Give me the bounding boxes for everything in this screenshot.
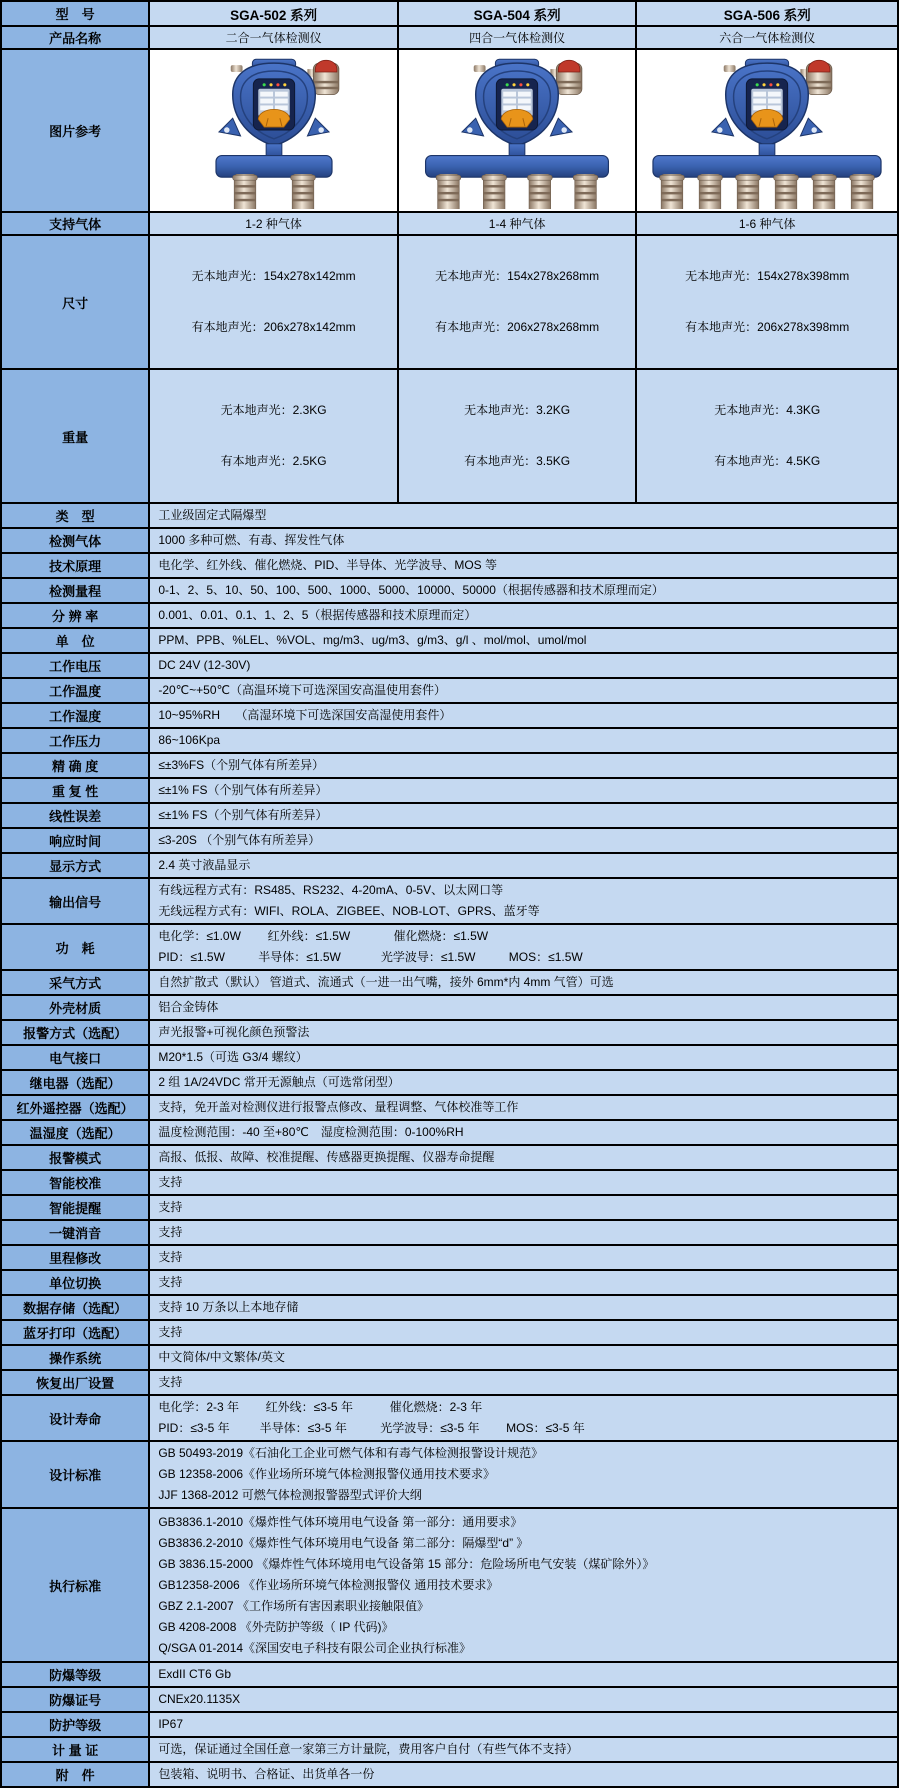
weight-506 bbox=[636, 369, 898, 503]
spec-row-value bbox=[149, 1712, 898, 1737]
spec-row-value bbox=[149, 578, 898, 603]
spec-row-value bbox=[149, 1662, 898, 1687]
product-image-sga504 bbox=[398, 49, 637, 212]
spec-value-line: 10~95%RH （高湿环境下可选深国安高湿使用套件） bbox=[158, 708, 452, 722]
spec-row bbox=[1, 1508, 898, 1662]
spec-value-line: 包装箱、说明书、合格证、出货单各一份 bbox=[158, 1767, 375, 1781]
spec-value-line: GBZ 2.1-2007 《工作场所有害因素职业接触限值》 bbox=[158, 1598, 430, 1613]
spec-row bbox=[1, 728, 898, 753]
spec-row bbox=[1, 753, 898, 778]
spec-row bbox=[1, 924, 898, 970]
spec-row-label: 分 辨 率 bbox=[1, 603, 149, 628]
spec-row bbox=[1, 853, 898, 878]
product-name-504: 四合一气体检测仪 bbox=[398, 26, 637, 49]
spec-value-line: 0-1、2、5、10、50、100、500、1000、5000、10000、50000（根据传感器和技术原理而定） bbox=[158, 583, 664, 597]
spec-row-label: 数据存储（选配） bbox=[1, 1295, 149, 1320]
product-image-sga506 bbox=[636, 49, 898, 212]
spec-row-label: 防爆等级 bbox=[1, 1662, 149, 1687]
gas-support-row bbox=[1, 212, 898, 235]
spec-row-label: 技术原理 bbox=[1, 553, 149, 578]
spec-row-value bbox=[149, 778, 898, 803]
spec-row-value bbox=[149, 528, 898, 553]
spec-value-line: GB 4208-2008 《外壳防护等级（ IP 代码)》 bbox=[158, 1619, 394, 1634]
spec-row-value bbox=[149, 628, 898, 653]
spec-row-label: 采气方式 bbox=[1, 970, 149, 995]
spec-value-line: ≤±3%FS（个别气体有所差异） bbox=[158, 758, 325, 772]
spec-row bbox=[1, 1245, 898, 1270]
dimensions-row bbox=[1, 235, 898, 369]
spec-row bbox=[1, 1195, 898, 1220]
spec-row-value bbox=[149, 1687, 898, 1712]
spec-row-value bbox=[149, 1395, 898, 1441]
spec-value-line: 2 组 1A/24VDC 常开无源触点（可选常闭型） bbox=[158, 1075, 400, 1089]
spec-row-value bbox=[149, 924, 898, 970]
spec-value-line: GB 12358-2006《作业场所环境气体检测报警仪通用技术要求》 bbox=[158, 1467, 496, 1481]
spec-row-value bbox=[149, 1020, 898, 1045]
spec-row-value bbox=[149, 970, 898, 995]
spec-row-value bbox=[149, 1320, 898, 1345]
spec-row-label: 蓝牙打印（选配） bbox=[1, 1320, 149, 1345]
spec-row-label: 精 确 度 bbox=[1, 753, 149, 778]
spec-row-value bbox=[149, 853, 898, 878]
spec-value-line: 1000 多种可燃、有毒、挥发性气体 bbox=[158, 533, 345, 547]
spec-row-label: 输出信号 bbox=[1, 878, 149, 924]
spec-row bbox=[1, 603, 898, 628]
spec-value-line: 支持 bbox=[158, 1250, 183, 1264]
spec-value-line: 0.001、0.01、0.1、1、2、5（根据传感器和技术原理而定） bbox=[158, 608, 477, 622]
spec-value-line: PID：≤3-5 年 半导体：≤3-5 年 光学波导：≤3-5 年 MOS：≤3-5 年 bbox=[158, 1421, 585, 1435]
spec-row-value bbox=[149, 1762, 898, 1787]
spec-value-line: 支持 bbox=[158, 1275, 183, 1289]
spec-row-label: 设计寿命 bbox=[1, 1395, 149, 1441]
spec-value-line: CNEx20.1135X bbox=[158, 1692, 241, 1706]
spec-row-value bbox=[149, 603, 898, 628]
spec-row-label: 显示方式 bbox=[1, 853, 149, 878]
spec-row bbox=[1, 1145, 898, 1170]
spec-row bbox=[1, 628, 898, 653]
spec-row bbox=[1, 1295, 898, 1320]
spec-row-label: 检测量程 bbox=[1, 578, 149, 603]
spec-row-label: 单位切换 bbox=[1, 1270, 149, 1295]
gas-support-502: 1-2 种气体 bbox=[149, 212, 398, 235]
spec-value-line: GB12358-2006 《作业场所环境气体检测报警仪 通用技术要求》 bbox=[158, 1577, 499, 1592]
spec-value-line: GB 3836.15-2000 《爆炸性气体环境用电气设备第 15 部分：危险场所电气安装（煤矿除外）》 bbox=[158, 1556, 655, 1571]
gas-support-506: 1-6 种气体 bbox=[636, 212, 898, 235]
spec-row-value bbox=[149, 995, 898, 1020]
spec-value-line: GB 50493-2019《石油化工企业可燃气体和有毒气体检测报警设计规范》 bbox=[158, 1446, 544, 1460]
spec-row-label: 执行标准 bbox=[1, 1508, 149, 1662]
spec-row bbox=[1, 1220, 898, 1245]
spec-value-line: 支持 10 万条以上本地存储 bbox=[158, 1300, 299, 1314]
spec-row-value bbox=[149, 1145, 898, 1170]
spec-row-label: 外壳材质 bbox=[1, 995, 149, 1020]
product-name-502: 二合一气体检测仪 bbox=[149, 26, 398, 49]
spec-row-label: 防护等级 bbox=[1, 1712, 149, 1737]
spec-value-line: GB3836.2-2010《爆炸性气体环境用电气设备 第二部分：隔爆型“d” 》 bbox=[158, 1535, 529, 1550]
spec-row bbox=[1, 970, 898, 995]
weight-line: 无本地声光：2.3KG bbox=[220, 403, 327, 417]
spec-row-value bbox=[149, 678, 898, 703]
spec-row bbox=[1, 1045, 898, 1070]
spec-row-label: 设计标准 bbox=[1, 1441, 149, 1508]
spec-value-line: ≤±1% FS（个别气体有所差异） bbox=[158, 808, 328, 822]
spec-row-label: 报警方式（选配） bbox=[1, 1020, 149, 1045]
spec-row-label: 工作电压 bbox=[1, 653, 149, 678]
spec-value-line: 86~106Kpa bbox=[158, 733, 221, 747]
spec-value-line: 声光报警+可视化颜色预警法 bbox=[158, 1025, 310, 1039]
spec-row bbox=[1, 553, 898, 578]
spec-value-line: 支持 bbox=[158, 1200, 183, 1214]
spec-row bbox=[1, 1687, 898, 1712]
spec-row bbox=[1, 1712, 898, 1737]
dimension-line: 有本地声光：206x278x142mm bbox=[191, 320, 356, 334]
spec-row-value bbox=[149, 653, 898, 678]
spec-row-value bbox=[149, 1120, 898, 1145]
spec-row-value bbox=[149, 1508, 898, 1662]
spec-row-label: 附 件 bbox=[1, 1762, 149, 1787]
spec-row-value bbox=[149, 1245, 898, 1270]
spec-row-label: 响应时间 bbox=[1, 828, 149, 853]
spec-row-label: 工作温度 bbox=[1, 678, 149, 703]
spec-row-value bbox=[149, 753, 898, 778]
weight-line: 有本地声光：4.5KG bbox=[714, 454, 821, 468]
dimensions-label: 尺寸 bbox=[1, 235, 149, 369]
spec-row bbox=[1, 653, 898, 678]
spec-row bbox=[1, 1070, 898, 1095]
weight-504 bbox=[398, 369, 637, 503]
spec-row-label: 红外遥控器（选配） bbox=[1, 1095, 149, 1120]
spec-value-line: IP67 bbox=[158, 1717, 184, 1731]
product-name-row bbox=[1, 26, 898, 49]
spec-row-label: 智能校准 bbox=[1, 1170, 149, 1195]
spec-row bbox=[1, 1270, 898, 1295]
spec-row-value bbox=[149, 1195, 898, 1220]
spec-row-value bbox=[149, 1295, 898, 1320]
spec-row bbox=[1, 778, 898, 803]
spec-row-value bbox=[149, 1095, 898, 1120]
spec-value-line: ≤3-20S （个别气体有所差异） bbox=[158, 833, 321, 847]
spec-row-label: 线性误差 bbox=[1, 803, 149, 828]
spec-row-label: 继电器（选配） bbox=[1, 1070, 149, 1095]
dimension-line: 有本地声光：206x278x398mm bbox=[685, 320, 850, 334]
image-row bbox=[1, 49, 898, 212]
weight-502 bbox=[149, 369, 398, 503]
spec-value-line: 铝合金铸体 bbox=[158, 1000, 219, 1014]
spec-row-label: 工作湿度 bbox=[1, 703, 149, 728]
spec-row bbox=[1, 1762, 898, 1787]
spec-row-label: 计 量 证 bbox=[1, 1737, 149, 1762]
spec-value-line: 有线远程方式有：RS485、RS232、4-20mA、0-5V、以太网口等 bbox=[158, 883, 504, 897]
model-header-sga506: SGA-506 系列 bbox=[636, 1, 898, 26]
spec-row-label: 单 位 bbox=[1, 628, 149, 653]
spec-row-label: 操作系统 bbox=[1, 1345, 149, 1370]
spec-row-value bbox=[149, 1070, 898, 1095]
spec-row bbox=[1, 1020, 898, 1045]
spec-value-line: 支持 bbox=[158, 1325, 183, 1339]
spec-value-line: JJF 1368-2012 可燃气体检测报警器型式评价大纲 bbox=[158, 1488, 422, 1502]
spec-row-label: 类 型 bbox=[1, 503, 149, 528]
spec-row-value bbox=[149, 703, 898, 728]
spec-row-label: 功 耗 bbox=[1, 924, 149, 970]
spec-value-line: 支持，免开盖对检测仪进行报警点修改、量程调整、气体校准等工作 bbox=[158, 1100, 519, 1114]
spec-value-line: 中文简体/中文繁体/英文 bbox=[158, 1350, 285, 1364]
model-header-sga502: SGA-502 系列 bbox=[149, 1, 398, 26]
spec-value-line: 温度检测范围：-40 至+80℃ 湿度检测范围：0-100%RH bbox=[158, 1125, 464, 1139]
image-row-label: 图片参考 bbox=[1, 49, 149, 212]
header-label: 型 号 bbox=[1, 1, 149, 26]
spec-row-value bbox=[149, 1170, 898, 1195]
spec-value-line: 电化学：≤1.0W 红外线：≤1.5W 催化燃烧：≤1.5W bbox=[158, 929, 489, 943]
spec-row-value bbox=[149, 803, 898, 828]
spec-value-line: 2.4 英寸液晶显示 bbox=[158, 858, 251, 872]
model-header-sga504: SGA-504 系列 bbox=[398, 1, 637, 26]
dimension-line: 无本地声光：154x278x142mm bbox=[191, 269, 356, 283]
spec-row-label: 智能提醒 bbox=[1, 1195, 149, 1220]
spec-value-line: 电化学：2-3 年 红外线：≤3-5 年 催化燃烧：2-3 年 bbox=[158, 1400, 483, 1414]
spec-value-line: 工业级固定式隔爆型 bbox=[158, 508, 267, 522]
spec-row-value bbox=[149, 1441, 898, 1508]
spec-row-value bbox=[149, 1737, 898, 1762]
weight-line: 有本地声光：3.5KG bbox=[464, 454, 571, 468]
spec-value-line: M20*1.5（可选 G3/4 螺纹） bbox=[158, 1050, 308, 1064]
spec-value-line: 支持 bbox=[158, 1375, 183, 1389]
dimension-line: 有本地声光：206x278x268mm bbox=[435, 320, 600, 334]
spec-value-line: 自然扩散式（默认） 管道式、流通式（一进一出气嘴，接外 6mm*内 4mm 气管）可选 bbox=[158, 975, 614, 989]
spec-row bbox=[1, 1320, 898, 1345]
spec-row bbox=[1, 1441, 898, 1508]
spec-row-value bbox=[149, 1345, 898, 1370]
spec-row bbox=[1, 703, 898, 728]
spec-value-line: DC 24V (12-30V) bbox=[158, 658, 251, 672]
spec-row-value bbox=[149, 1045, 898, 1070]
spec-row-label: 报警模式 bbox=[1, 1145, 149, 1170]
spec-value-line: PPM、PPB、%LEL、%VOL、mg/m3、ug/m3、g/m3、g/l 、mol/mol、umol/mol bbox=[158, 633, 587, 647]
spec-row bbox=[1, 678, 898, 703]
gas-support-504: 1-4 种气体 bbox=[398, 212, 637, 235]
spec-row bbox=[1, 1395, 898, 1441]
spec-value-line: 高报、低报、故障、校准提醒、传感器更换提醒、仪器寿命提醒 bbox=[158, 1150, 495, 1164]
weight-line: 有本地声光：2.5KG bbox=[220, 454, 327, 468]
spec-row-label: 重 复 性 bbox=[1, 778, 149, 803]
spec-row bbox=[1, 1120, 898, 1145]
spec-row-label: 电气接口 bbox=[1, 1045, 149, 1070]
weight-label: 重量 bbox=[1, 369, 149, 503]
spec-row-label: 检测气体 bbox=[1, 528, 149, 553]
spec-row-value bbox=[149, 1270, 898, 1295]
spec-row-value bbox=[149, 828, 898, 853]
spec-row bbox=[1, 1095, 898, 1120]
spec-row-label: 温湿度（选配） bbox=[1, 1120, 149, 1145]
spec-value-line: GB3836.1-2010《爆炸性气体环境用电气设备 第一部分：通用要求》 bbox=[158, 1514, 523, 1529]
dimensions-502 bbox=[149, 235, 398, 369]
spec-value-line: -20℃~+50℃（高温环境下可选深国安高温使用套件） bbox=[158, 683, 446, 697]
weight-line: 无本地声光：3.2KG bbox=[464, 403, 571, 417]
spec-row bbox=[1, 528, 898, 553]
spec-value-line: 可选，保证通过全国任意一家第三方计量院，费用客户自付（有些气体不支持） bbox=[158, 1742, 579, 1756]
header-row bbox=[1, 1, 898, 26]
spec-row bbox=[1, 1370, 898, 1395]
spec-row-value bbox=[149, 878, 898, 924]
spec-row bbox=[1, 828, 898, 853]
spec-row-value bbox=[149, 1220, 898, 1245]
spec-row bbox=[1, 1737, 898, 1762]
weight-line: 无本地声光：4.3KG bbox=[714, 403, 821, 417]
dimensions-506 bbox=[636, 235, 898, 369]
spec-row-label: 里程修改 bbox=[1, 1245, 149, 1270]
dimension-line: 无本地声光：154x278x398mm bbox=[685, 269, 850, 283]
spec-row bbox=[1, 503, 898, 528]
spec-value-line: 支持 bbox=[158, 1225, 183, 1239]
spec-row-value bbox=[149, 1370, 898, 1395]
spec-row-label: 恢复出厂设置 bbox=[1, 1370, 149, 1395]
product-image-sga502 bbox=[149, 49, 398, 212]
spec-row-label: 一键消音 bbox=[1, 1220, 149, 1245]
spec-row-value bbox=[149, 728, 898, 753]
gas-support-label: 支持气体 bbox=[1, 212, 149, 235]
dimensions-504 bbox=[398, 235, 637, 369]
spec-value-line: ≤±1% FS（个别气体有所差异） bbox=[158, 783, 328, 797]
spec-row bbox=[1, 803, 898, 828]
spec-row-value bbox=[149, 553, 898, 578]
spec-value-line: Q/SGA 01-2014《深国安电子科技有限公司企业执行标准》 bbox=[158, 1640, 472, 1655]
product-name-label: 产品名称 bbox=[1, 26, 149, 49]
spec-value-line: 电化学、红外线、催化燃烧、PID、半导体、光学波导、MOS 等 bbox=[158, 558, 498, 572]
spec-row-label: 防爆证号 bbox=[1, 1687, 149, 1712]
spec-row bbox=[1, 1662, 898, 1687]
spec-row bbox=[1, 578, 898, 603]
spec-row bbox=[1, 1170, 898, 1195]
spec-value-line: PID：≤1.5W 半导体：≤1.5W 光学波导：≤1.5W MOS：≤1.5W bbox=[158, 950, 583, 964]
spec-row-label: 工作压力 bbox=[1, 728, 149, 753]
weight-row bbox=[1, 369, 898, 503]
spec-value-line: 支持 bbox=[158, 1175, 183, 1189]
spec-row bbox=[1, 878, 898, 924]
product-name-506: 六合一气体检测仪 bbox=[636, 26, 898, 49]
spec-value-line: 无线远程方式有：WIFI、ROLA、ZIGBEE、NOB-LOT、GPRS、蓝牙等 bbox=[158, 904, 540, 918]
spec-row bbox=[1, 995, 898, 1020]
spec-row bbox=[1, 1345, 898, 1370]
spec-row-value bbox=[149, 503, 898, 528]
dimension-line: 无本地声光：154x278x268mm bbox=[435, 269, 600, 283]
spec-value-line: ExdII CT6 Gb bbox=[158, 1667, 232, 1681]
